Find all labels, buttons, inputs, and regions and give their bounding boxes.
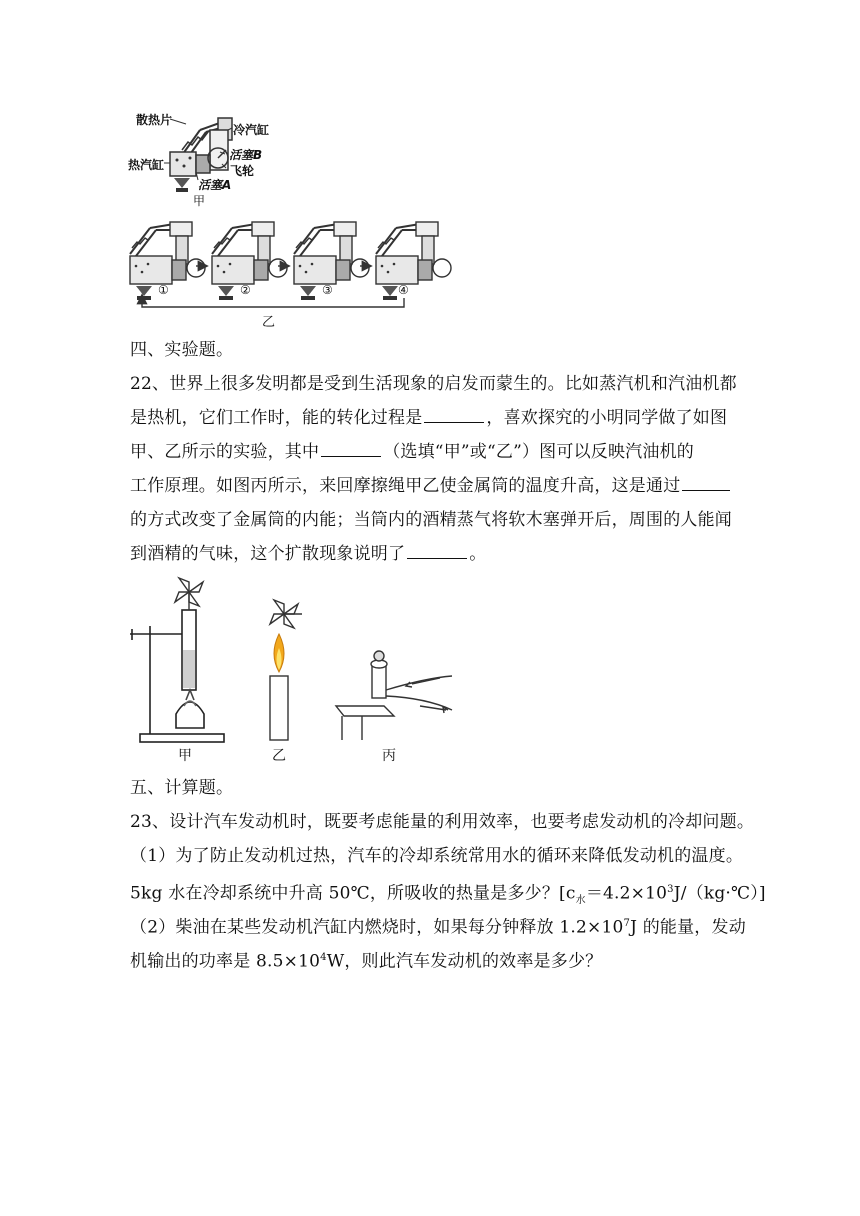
caption-yi-1: 乙	[262, 315, 276, 330]
q23-line-5-a: 机输出的功率是 8.5×10	[130, 951, 321, 972]
caption-jia-1: 甲	[193, 194, 206, 208]
section-5-title: 五、计算题。	[130, 778, 234, 798]
q22-line-6-b: 。	[469, 544, 487, 564]
q23-sup-3: 3	[667, 884, 674, 895]
label-hot-cylinder: 热汽缸	[128, 158, 165, 172]
q23-sub-water: 水	[575, 895, 586, 907]
q22-line-6-a: 到酒精的气味，这个扩散现象说明了	[130, 544, 406, 564]
q22-line-2-b: ，喜欢探究的小明同学做了如图	[486, 408, 728, 428]
q23-line-3-a: 5kg 水在冷却系统中升高 50℃，所吸收的热量是多少？[c	[130, 883, 576, 904]
step-3-label: ③	[322, 283, 333, 297]
q22-line-1: 22、世界上很多发明都是受到生活现象的启发而蒙生的。比如蒸汽机和汽油机都	[130, 374, 737, 394]
q23-line-4-b: J 的能量，发动	[630, 917, 746, 938]
q23-line-2: （1）为了防止发动机过热，汽车的冷却系统常用水的循环来降低发动机的温度。	[130, 846, 744, 866]
q23-line-3	[130, 880, 766, 911]
step-2-label: ②	[240, 283, 251, 297]
q23-sup-7: 7	[623, 918, 631, 929]
q22-line-3-b: （选填“甲”或“乙”）图可以反映汽油机的	[383, 442, 694, 462]
q23-line-3-c: J/（kg·℃）]	[673, 883, 766, 904]
q23-line-1: 23、设计汽车发动机时，既要考虑能量的利用效率，也要考虑发动机的冷却问题。	[130, 812, 755, 832]
caption-bing: 丙	[382, 748, 396, 764]
q23-line-4-a: （2）柴油在某些发动机汽缸内燃烧时，如果每分钟释放 1.2×10	[130, 917, 624, 938]
label-cold-cylinder: 冷汽缸	[233, 123, 270, 137]
label-piston-b: 活塞B	[229, 148, 263, 162]
q23-line-4	[130, 914, 746, 938]
caption-yi-2: 乙	[272, 748, 286, 764]
q22-line-5: 的方式改变了金属筒的内能；当筒内的酒精蒸气将软木塞弹开后，周围的人能闻	[130, 510, 732, 530]
q23-line-5-b: W，则此汽车发动机的效率是多少？	[326, 951, 603, 972]
q23-line-5	[130, 948, 740, 972]
section-4-title: 四、实验题。	[130, 340, 234, 360]
q23-sup-4: 4	[320, 952, 327, 963]
label-piston-a: 活塞A	[198, 178, 232, 192]
label-flywheel: 飞轮	[230, 164, 255, 178]
caption-jia-2: 甲	[178, 748, 192, 764]
label-heat-sink: 散热片	[136, 113, 173, 127]
step-4-label: ④	[398, 283, 409, 297]
q23-line-3-b: ＝4.2×10	[585, 883, 668, 904]
q22-line-4-a: 工作原理。如图丙所示，来回摩擦绳甲乙使金属筒的温度升高，这是通过	[130, 476, 681, 496]
q22-line-2-a: 是热机，它们工作时，能的转化过程是	[130, 408, 423, 428]
q22-line-3-a: 甲、乙所示的实验，其中	[130, 442, 320, 462]
step-1-label: ①	[158, 283, 169, 297]
